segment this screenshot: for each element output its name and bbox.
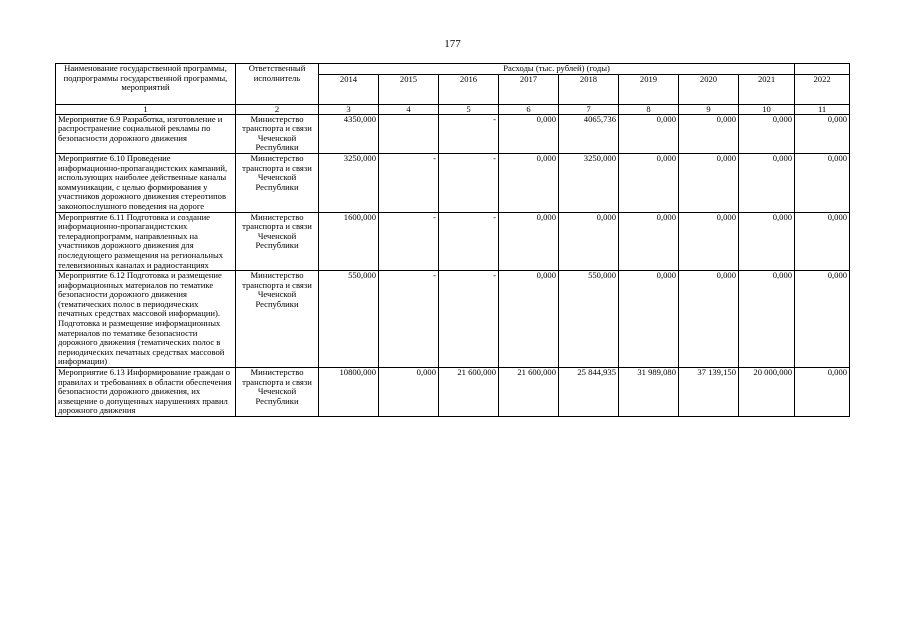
table-row [56,153,850,212]
expense-value-2014: 4350,000 [319,114,379,153]
header-year-2020: 2020 [679,74,739,104]
expense-value-2014: 3250,000 [319,153,379,212]
header-year-2021: 2021 [739,74,795,104]
expense-value-2021: 0,000 [739,114,795,153]
expense-value-2019: 0,000 [619,271,679,368]
expense-value-2014: 1600,000 [319,212,379,271]
expense-value-2018: 0,000 [559,212,619,271]
header-executor: Ответственный исполнитель [236,64,319,105]
expense-value-2020: 37 139,150 [679,368,739,417]
expense-value-2014: 10800,000 [319,368,379,417]
expense-value-2021: 0,000 [739,271,795,368]
table-row [56,368,850,417]
column-number: 9 [679,104,739,114]
expense-value-2021: 0,000 [739,153,795,212]
header-expenses-extra [795,64,850,75]
expense-value-2021: 20 000,000 [739,368,795,417]
header-year-2016: 2016 [439,74,499,104]
expense-value-2017: 0,000 [499,271,559,368]
responsible-executor: Министерство транспорта и связи Чеченской Республики [236,368,319,417]
expense-value-2018: 3250,000 [559,153,619,212]
page-number: 177 [444,38,461,50]
column-number: 10 [739,104,795,114]
expense-value-2019: 0,000 [619,114,679,153]
expense-value-2022: 0,000 [795,212,850,271]
expense-value-2022: 0,000 [795,114,850,153]
expense-value-2019: 0,000 [619,153,679,212]
column-number: 5 [439,104,499,114]
expense-value-2020: 0,000 [679,271,739,368]
expense-value-2016: - [439,271,499,368]
expense-value-2018: 550,000 [559,271,619,368]
expense-value-2015 [379,114,439,153]
expense-value-2014: 550,000 [319,271,379,368]
expense-value-2019: 31 989,080 [619,368,679,417]
table-row [56,271,850,368]
expense-value-2020: 0,000 [679,153,739,212]
activity-name: Мероприятие 6.10 Проведение информационно-пропагандистских кампаний, использующих наиболее действенные каналы коммуникации, с целью формирования у участников дорожного движения стереотипов законопослушного поведения на дороге [56,153,236,212]
activity-name: Мероприятие 6.13 Информирование граждан о правилах и требованиях в области обеспечения безопасности дорожного движения, их извещение о допущенных нарушениях правил дорожного движения [56,368,236,417]
header-expenses: Расходы (тыс. рублей) (годы) [319,64,795,75]
expense-value-2016: - [439,212,499,271]
responsible-executor: Министерство транспорта и связи Чеченской Республики [236,271,319,368]
expense-value-2016: - [439,153,499,212]
budget-table [55,63,850,417]
expense-value-2018: 25 844,935 [559,368,619,417]
expense-value-2017: 0,000 [499,212,559,271]
column-number: 11 [795,104,850,114]
expense-value-2015: 0,000 [379,368,439,417]
expense-value-2016: - [439,114,499,153]
header-year-2018: 2018 [559,74,619,104]
expense-value-2021: 0,000 [739,212,795,271]
expense-value-2020: 0,000 [679,212,739,271]
expense-value-2017: 0,000 [499,114,559,153]
column-number: 1 [56,104,236,114]
column-number: 2 [236,104,319,114]
expense-value-2015: - [379,271,439,368]
header-year-2019: 2019 [619,74,679,104]
table-row [56,114,850,153]
expense-value-2022: 0,000 [795,153,850,212]
expense-value-2016: 21 600,000 [439,368,499,417]
expense-value-2015: - [379,212,439,271]
expense-value-2020: 0,000 [679,114,739,153]
expense-value-2017: 0,000 [499,153,559,212]
header-name: Наименование государственной программы, подпрограммы государственной программы, мероприятий [56,64,236,105]
expense-value-2019: 0,000 [619,212,679,271]
activity-name: Мероприятие 6.9 Разработка, изготовление и распространение социальной рекламы по безопасности дорожного движения [56,114,236,153]
header-year-2015: 2015 [379,74,439,104]
expense-value-2022: 0,000 [795,368,850,417]
table-row [56,212,850,271]
expense-value-2022: 0,000 [795,271,850,368]
expense-value-2017: 21 600,000 [499,368,559,417]
column-number: 7 [559,104,619,114]
column-number: 8 [619,104,679,114]
responsible-executor: Министерство транспорта и связи Чеченской Республики [236,153,319,212]
header-year-2017: 2017 [499,74,559,104]
column-number: 6 [499,104,559,114]
column-number: 3 [319,104,379,114]
header-year-2022: 2022 [795,74,850,104]
activity-name: Мероприятие 6.12 Подготовка и размещение информационных материалов по тематике безопасности дорожного движения (тематических полос в периодических печатных средствах массовой информации). Подготовка и размещение информационных материалов по тематике безопасности дорожного движения (тематических полос в периодических печатных средствах массовой информации) [56,271,236,368]
responsible-executor: Министерство транспорта и связи Чеченской Республики [236,212,319,271]
header-year-2014: 2014 [319,74,379,104]
activity-name: Мероприятие 6.11 Подготовка и создание информационно-пропагандистских телерадиопрограмм, направленных на участников дорожного движения для последующего размещения на региональных телевизионных каналах и радиостанциях [56,212,236,271]
responsible-executor: Министерство транспорта и связи Чеченской Республики [236,114,319,153]
expense-value-2015: - [379,153,439,212]
expense-value-2018: 4065,736 [559,114,619,153]
column-number: 4 [379,104,439,114]
